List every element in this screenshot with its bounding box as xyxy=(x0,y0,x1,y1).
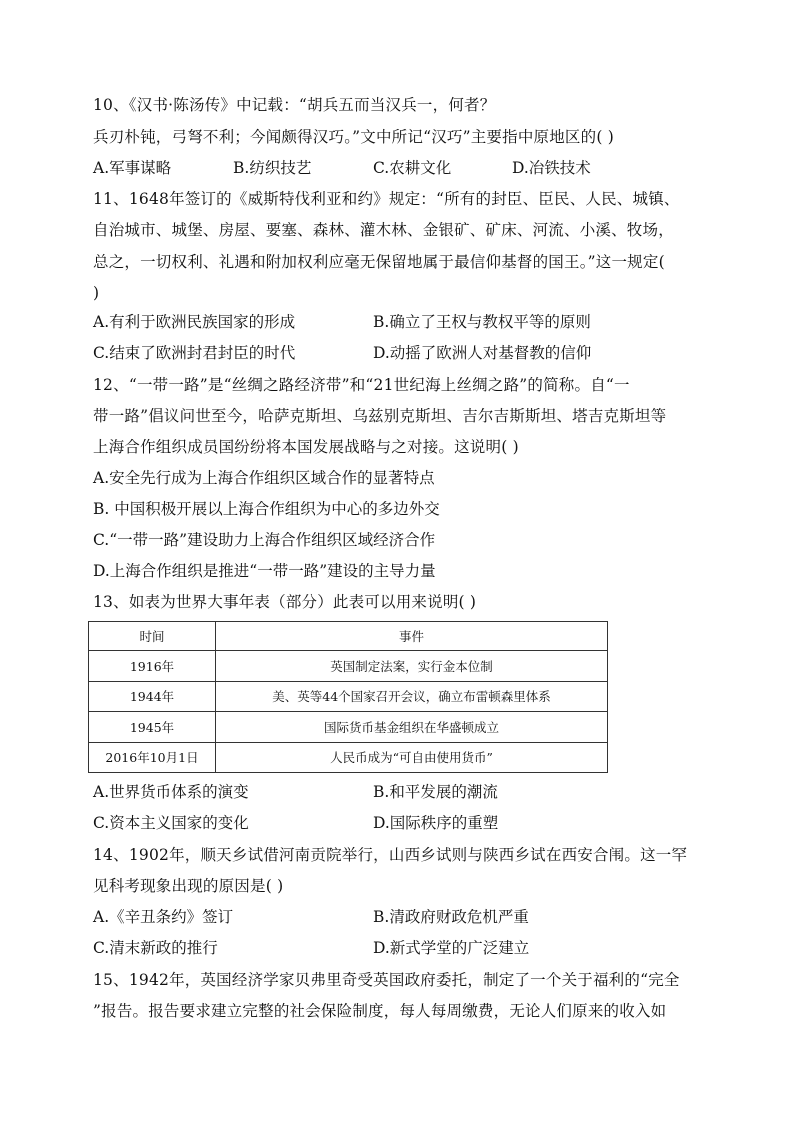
q12-option-a[interactable]: A.安全先行成为上海合作组织区域合作的显著特点 xyxy=(93,469,435,487)
q11-option-d[interactable]: D.动摇了欧洲人对基督教的信仰 xyxy=(373,344,592,362)
q13-stem-line1: 13、如表为世界大事年表（部分）此表可以用来说明( ) xyxy=(93,593,477,611)
q11-stem-line3: 总之，一切权利、礼遇和附加权利应毫无保留地属于最信仰基督的国王。”这一规定( xyxy=(93,253,665,271)
q11-option-a[interactable]: A.有利于欧洲民族国家的形成 xyxy=(93,313,296,331)
table-cell-time: 1945年 xyxy=(89,712,216,743)
q14-stem-line2: 见科考现象出现的原因是( ) xyxy=(93,877,284,895)
q12-stem-line1: 12、“一带一路”是“丝绸之路经济带”和“21世纪海上丝绸之路”的简称。自“一 xyxy=(93,376,630,394)
q11-stem-line2: 自治城市、城堡、房屋、要塞、森林、灌木林、金银矿、矿床、河流、小溪、牧场， xyxy=(93,221,674,239)
table-row xyxy=(89,681,608,712)
q14-option-d[interactable]: D.新式学堂的广泛建立 xyxy=(373,939,530,957)
q11-stem-line1: 11、1648年签订的《威斯特伐利亚和约》规定：“所有的封臣、臣民、人民、城镇、 xyxy=(93,190,680,208)
q11-option-b[interactable]: B.确立了王权与教权平等的原则 xyxy=(373,313,591,331)
table-row xyxy=(89,742,608,773)
table-row xyxy=(89,712,608,743)
q13-option-d[interactable]: D.国际秩序的重塑 xyxy=(373,814,499,832)
q10-option-b[interactable]: B.纺织技艺 xyxy=(233,159,312,177)
q15-stem-line2: ”报告。报告要求建立完整的社会保险制度，每人每周缴费，无论人们原来的收入如 xyxy=(93,1002,667,1020)
q10-option-a[interactable]: A.军事谋略 xyxy=(93,159,172,177)
events-table xyxy=(88,621,608,773)
q12-option-d[interactable]: D.上海合作组织是推进“一带一路”建设的主导力量 xyxy=(93,562,436,580)
q11-option-c[interactable]: C.结束了欧洲封君封臣的时代 xyxy=(93,344,296,362)
q15-stem-line1: 15、1942年，英国经济学家贝弗里奇受英国政府委托，制定了一个关于福利的“完全 xyxy=(93,971,680,989)
q12-option-c[interactable]: C.“一带一路”建设助力上海合作组织区域经济合作 xyxy=(93,531,436,549)
table-cell-event: 人民币成为“可自由使用货币” xyxy=(216,742,608,773)
table-cell-event: 英国制定法案，实行金本位制 xyxy=(216,651,608,682)
q13-option-c[interactable]: C.资本主义国家的变化 xyxy=(93,814,249,832)
table-row xyxy=(89,651,608,682)
table-header-time: 时间 xyxy=(89,622,216,651)
q14-option-c[interactable]: C.清末新政的推行 xyxy=(93,939,218,957)
q11-stem-line4: ) xyxy=(93,284,100,302)
q10-stem-line1: 10、《汉书·陈汤传》中记载：“胡兵五而当汉兵一，何者？ xyxy=(93,96,496,114)
table-header-row xyxy=(89,622,608,651)
q13-option-a[interactable]: A.世界货币体系的演变 xyxy=(93,783,249,801)
q10-option-d[interactable]: D.冶铁技术 xyxy=(512,159,591,177)
q14-option-a[interactable]: A.《辛丑条约》签订 xyxy=(93,908,234,926)
table-cell-event: 国际货币基金组织在华盛顿成立 xyxy=(216,712,608,743)
table-cell-time: 2016年10月1日 xyxy=(89,742,216,773)
q12-option-b[interactable]: B. 中国积极开展以上海合作组织为中心的多边外交 xyxy=(93,500,440,518)
table-cell-time: 1944年 xyxy=(89,681,216,712)
table-cell-event: 美、英等44个国家召开会议，确立布雷顿森里体系 xyxy=(216,681,608,712)
q14-stem-line1: 14、1902年，顺天乡试借河南贡院举行，山西乡试则与陕西乡试在西安合闱。这一罕 xyxy=(93,846,688,864)
q12-stem-line2: 带一路”倡议问世至今，哈萨克斯坦、乌兹别克斯坦、吉尔吉斯斯坦、塔吉克斯坦等 xyxy=(93,407,667,425)
q13-option-b[interactable]: B.和平发展的潮流 xyxy=(373,783,498,801)
table-header-event: 事件 xyxy=(216,622,608,651)
table-cell-time: 1916年 xyxy=(89,651,216,682)
q14-option-b[interactable]: B.清政府财政危机严重 xyxy=(373,908,529,926)
q10-option-c[interactable]: C.农耕文化 xyxy=(373,159,452,177)
q12-stem-line3: 上海合作组织成员国纷纷将本国发展战略与之对接。这说明( ) xyxy=(93,438,519,456)
q10-stem-line2: 兵刃朴钝，弓弩不利；今闻颇得汉巧。”文中所记“汉巧”主要指中原地区的( ) xyxy=(93,128,614,146)
